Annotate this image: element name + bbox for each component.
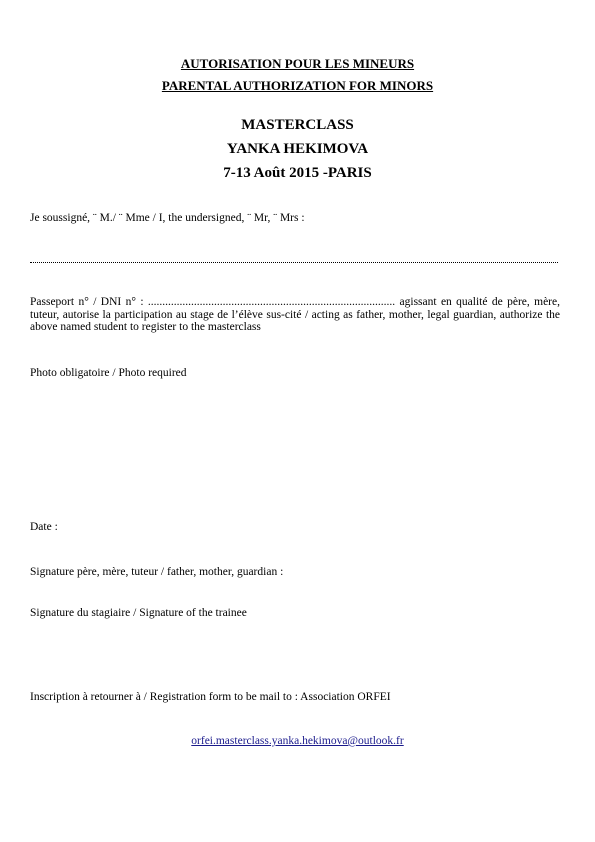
title-english: PARENTAL AUTHORIZATION FOR MINORS xyxy=(161,78,434,93)
undersigned-line: Je soussigné, ¨ M./ ¨ Mme / I, the undersigned, ¨ Mr, ¨ Mrs : xyxy=(30,212,305,224)
event-title: MASTERCLASS xyxy=(241,117,354,133)
date-label: Date : xyxy=(30,521,58,533)
name-fill-line xyxy=(30,262,558,263)
return-instructions: Inscription à retourner à / Registration form to be mail to : Association ORFEI xyxy=(30,691,391,703)
artist-name: YANKA HEKIMOVA xyxy=(226,141,369,157)
email-link[interactable] xyxy=(0,734,595,748)
trainee-signature-label: Signature du stagiaire / Signature of the trainee xyxy=(30,607,247,619)
passport-paragraph: Passeport n° / DNI n° : ...................................................................................... agissant en qualité de père, mère, tuteur, autorise la participation au stage de l’élève sus-cité / acting as father, mother, legal guardian, authorize the above named student to register to the masterclass xyxy=(30,296,560,333)
email-address[interactable]: orfei.masterclass.yanka.hekimova@outlook.fr xyxy=(191,735,404,747)
event-dates: 7-13 Août 2015 -PARIS xyxy=(223,165,372,181)
photo-label: Photo obligatoire / Photo required xyxy=(30,367,187,379)
title-french: AUTORISATION POUR LES MINEURS xyxy=(180,56,415,71)
parent-signature-label: Signature père, mère, tuteur / father, mother, guardian : xyxy=(30,566,284,578)
